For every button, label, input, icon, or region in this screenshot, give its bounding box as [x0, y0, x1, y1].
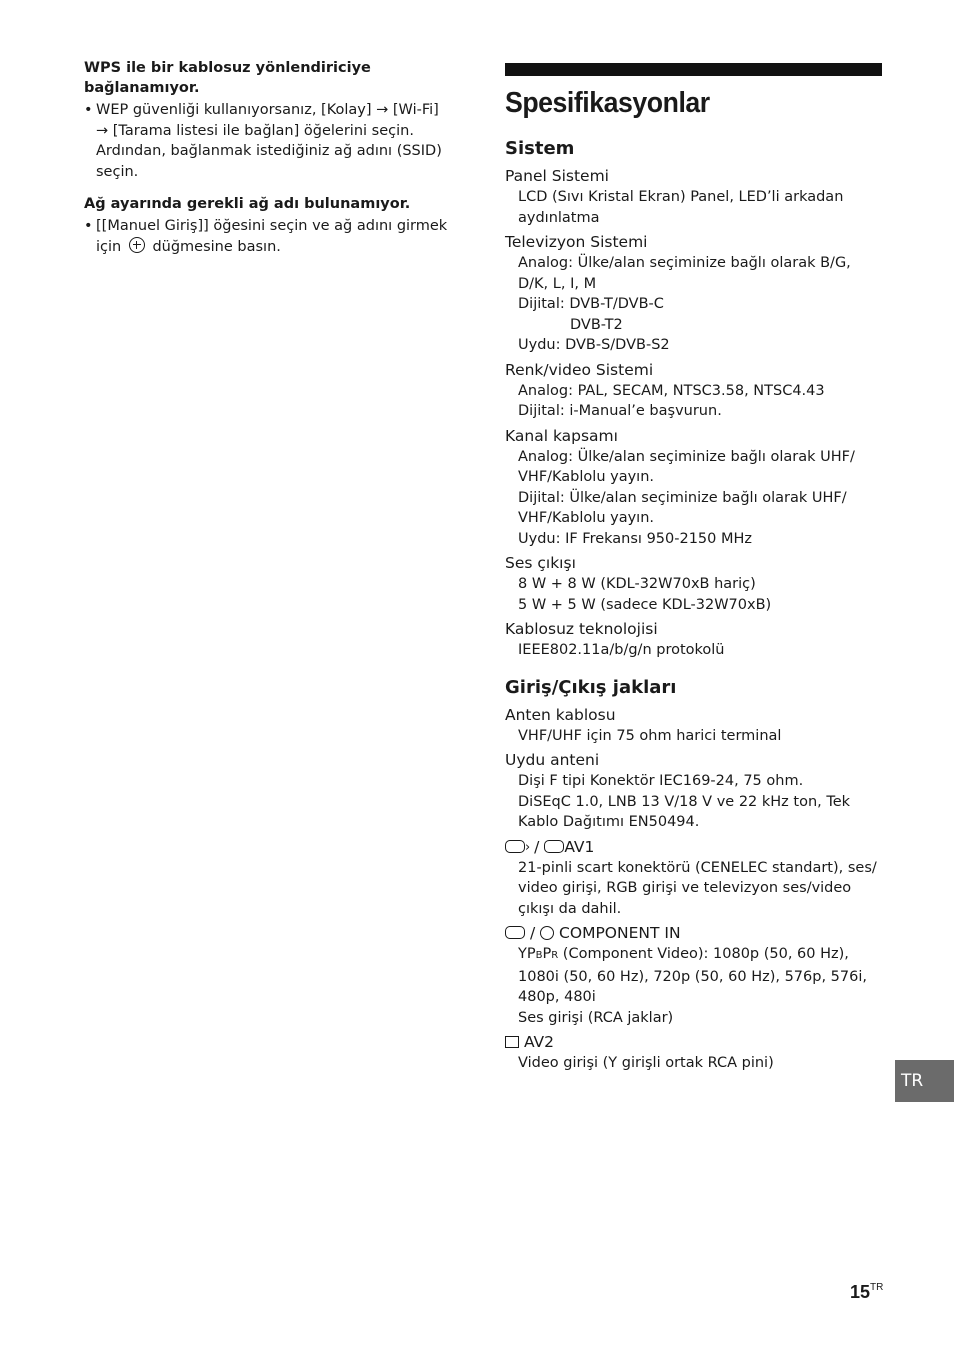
enter-button-icon — [129, 237, 145, 253]
spec-wireless: Kablosuz teknolojisi IEEE802.11a/b/g/n protokolü — [505, 620, 725, 658]
spec-satellite: Uydu anteni Dişi F tipi Konektör IEC169-24, 75 ohm. DiSEqC 1.0, LNB 13 V/18 V ve 22 kHz ton, Tek Kablo Dağıtımı EN50494. — [505, 751, 851, 830]
list-item — [84, 216, 454, 257]
spec-av2: AV2 Video girişi (Y girişli ortak RCA pini) — [505, 1032, 882, 1074]
arrow-right-icon: → — [376, 102, 389, 118]
troubleshooting-column — [84, 58, 454, 257]
page-title: Spesifikasyonlar — [505, 87, 710, 119]
bullet-glyph: • — [84, 218, 93, 234]
scart-output-icon — [544, 840, 564, 853]
heading-wps: WPS ile bir kablosuz yönlendiriciye bağlanamıyor. — [84, 60, 371, 96]
spec-component-in: / COMPONENT IN YPBPR (Component Video): 1080p (50, 60 Hz), 1080i (50, 60 Hz), 720p (50, 60 Hz), 576p, 576i, 480p, 480i Ses girişi (RCA jaklar) — [505, 923, 882, 1028]
section-heading-system: Sistem — [505, 138, 575, 159]
specifications-column — [505, 63, 882, 1078]
bullet-text: WEP güvenliği kullanıyorsanız, [Kolay] → [Wi-Fi] → [Tarama listesi ile bağlan] öğelerini seçin. — [96, 102, 439, 139]
spec-tv-system: Televizyon Sistemi Analog: Ülke/alan seçiminize bağlı olarak B/G, D/K, L, I, M Dijital: DVB-T/DVB-C DVB-T2 Uydu: DVB-S/DVB-S2 — [505, 233, 851, 353]
bullet-text-continued: Ardından, bağlanmak istediğiniz ağ adını (SSID) seçin. — [96, 143, 442, 180]
bullet-glyph: • — [84, 102, 93, 118]
spec-color-system: Renk/video Sistemi Analog: PAL, SECAM, NTSC3.58, NTSC4.43 Dijital: i-Manual’e başvurun. — [505, 360, 825, 419]
arrow-icon: › — [525, 839, 530, 855]
bullet-text: [[Manuel Giriş]] öğesini seçin ve ağ adını girmek için düğmesine basın. — [96, 218, 448, 255]
component-input-icon — [540, 926, 554, 940]
spec-channel-coverage: Kanal kapsamı Analog: Ülke/alan seçiminize bağlı olarak UHF/ VHF/Kablolu yayın. Dijital: Ülke/alan seçiminize bağlı olarak UHF/ VHF/Kablolu yayın. Uydu: IF Frekansı 950-2150 MHz — [505, 426, 855, 547]
spec-sound-output: Ses çıkışı 8 W + 8 W (KDL-32W70xB hariç) 5 W + 5 W (sadece KDL-32W70xB) — [505, 554, 772, 613]
video-input-icon — [505, 1036, 519, 1048]
section-heading-io: Giriş/Çıkış jakları — [505, 676, 677, 698]
scart-input-icon — [505, 840, 525, 853]
spec-panel: Panel Sistemi LCD (Sıvı Kristal Ekran) Panel, LED’li arkadan aydınlatma — [505, 167, 844, 226]
spec-av1: › / AV1 21-pinli scart konektörü (CENELEC standart), ses/ video girişi, RGB girişi ve televizyon ses/video çıkışı da dahil. — [505, 837, 882, 920]
spec-antenna: Anten kablosu VHF/UHF için 75 ohm harici terminal — [505, 705, 782, 744]
heading-network-name: Ağ ayarında gerekli ağ adı bulunamıyor. — [84, 196, 411, 212]
list-item — [84, 100, 454, 182]
arrow-right-icon: → — [96, 122, 109, 139]
component-output-icon — [505, 926, 525, 939]
page-number: $15^{TR}$ — [850, 1282, 884, 1302]
language-tab: TR — [895, 1060, 954, 1102]
title-bar — [505, 63, 882, 76]
